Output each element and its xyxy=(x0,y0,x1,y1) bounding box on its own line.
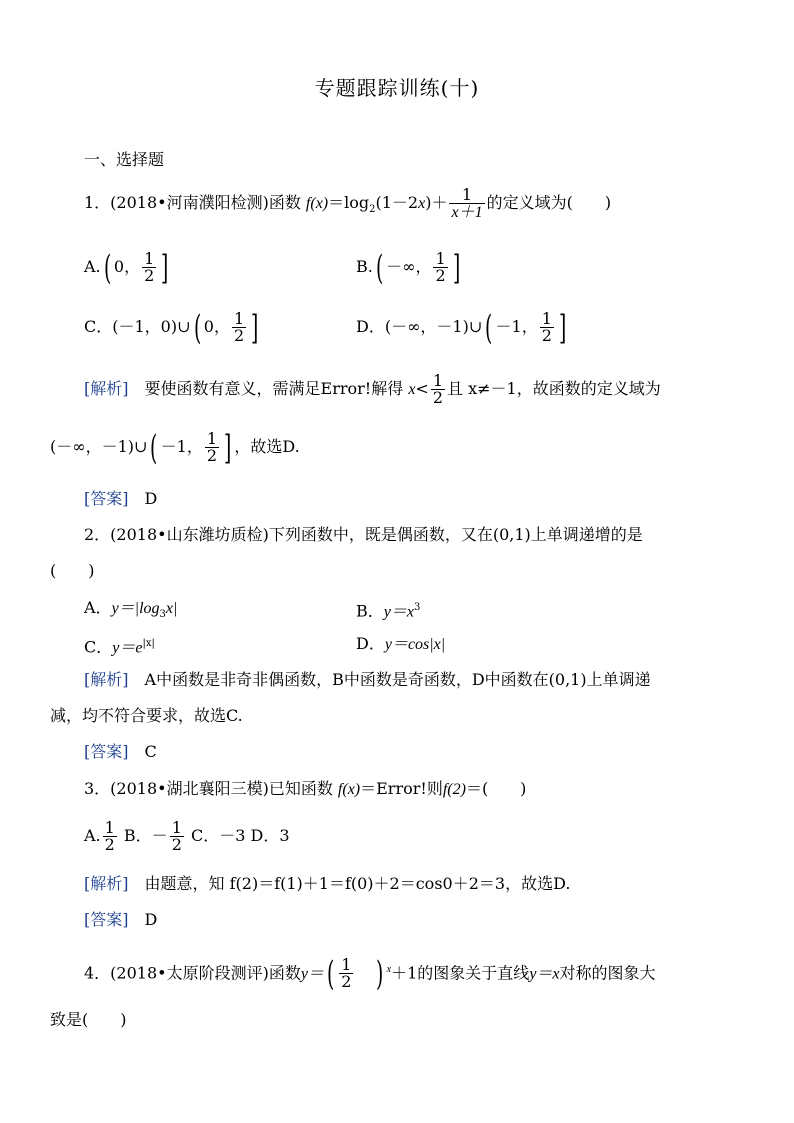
q3-options xyxy=(84,818,290,854)
analysis-text: A中函数是非奇非偶函数，B中函数是奇函数，D中函数在(0,1)上单调递 xyxy=(144,670,651,689)
half-num: 1 xyxy=(206,429,218,448)
q4-den: 2 xyxy=(341,972,352,992)
option-a-label: A． xyxy=(84,598,112,617)
question-4-stem: 4．(2018•太原阶段测评)函数y＝( $\frac{1}{2}$ ) $^x$＋1的图象关于直线y＝x对称的图象大 xyxy=(84,953,656,994)
half-den: 2 xyxy=(206,446,218,465)
q1-fraction xyxy=(449,184,484,221)
q2-option-b xyxy=(356,598,420,622)
option-d-expr: y＝cos|x| xyxy=(384,636,446,653)
x-var: x xyxy=(408,381,416,398)
q3-function: f(x) xyxy=(337,781,361,798)
question-4-stem-line2: 致是( ) xyxy=(50,1010,127,1029)
q4-plus: ＋1 xyxy=(391,963,418,983)
option-d-value: －1， xyxy=(495,317,538,336)
analysis-tag: [解析] xyxy=(84,379,129,398)
less-than: < xyxy=(415,379,429,398)
q4-stem-mid: 的图象关于直线 xyxy=(417,963,530,983)
option-d-label: D．3 xyxy=(250,826,290,845)
half-den: 2 xyxy=(104,835,115,854)
option-d-label: D． xyxy=(356,317,385,336)
half-den: 2 xyxy=(171,835,182,854)
question-2-stem: 2．(2018•山东潍坊质检)下列函数中，既是偶函数，又在(0,1)上单调递增的是 xyxy=(84,525,643,544)
q1-stem-lead: 1．(2018•河南濮阳检测)函数 xyxy=(84,193,301,212)
analysis-text-tail: x≠－1，故函数的定义域为 xyxy=(468,379,661,398)
q3-stem-tail: ＝( ) xyxy=(465,779,527,798)
q1-log: ＝log xyxy=(328,193,370,212)
q1-function: f(x) xyxy=(305,195,329,212)
analysis-tag: [解析] xyxy=(84,670,129,689)
option-c-label: C．－3 xyxy=(190,826,246,845)
q1-analysis-line1 xyxy=(84,372,661,407)
option-c-prefix: (－1，0)∪ xyxy=(112,317,191,336)
q1-answer xyxy=(84,489,157,509)
option-b-label: B. xyxy=(356,257,373,276)
option-b-expr: y＝x xyxy=(383,603,414,621)
page-title: 专题跟踪训练(十) xyxy=(314,76,480,100)
half-num: 1 xyxy=(144,249,155,268)
half-den: 2 xyxy=(432,388,444,407)
q4-y-eq: y＝ xyxy=(300,965,324,983)
q3-f2: f(2) xyxy=(442,781,466,798)
answer-value: D xyxy=(144,489,158,508)
option-c-label: C． xyxy=(84,637,113,657)
q1-arg: (1－2 xyxy=(375,193,419,212)
question-3-stem xyxy=(84,779,526,800)
option-a-expr: y＝|log xyxy=(111,600,160,617)
answer-tag: [答案] xyxy=(84,910,129,929)
q2-analysis-line1 xyxy=(84,670,651,690)
q4-line-eq: y＝x xyxy=(529,965,560,983)
option-b-sup: 3 xyxy=(413,602,421,613)
q1-plus: )＋ xyxy=(425,193,448,212)
q3-answer xyxy=(84,910,157,930)
section-heading: 一、选择题 xyxy=(84,150,165,169)
option-d-prefix: (－∞，－1)∪ xyxy=(384,317,483,336)
q4-num: 1 xyxy=(341,955,352,975)
option-a-end: x| xyxy=(165,600,178,617)
analysis-domain-b: －1， xyxy=(160,437,203,456)
option-d-label: D． xyxy=(356,634,385,653)
option-a-sub: 3 xyxy=(159,609,166,621)
option-b-label: B．－ xyxy=(123,826,168,845)
q1-fraction-num: 1 xyxy=(449,187,484,204)
analysis-text: 要使函数有意义，需满足Error!解得 xyxy=(144,379,404,398)
option-b-value: －∞， xyxy=(386,257,432,276)
half-den: 2 xyxy=(541,326,552,345)
q1-stem-tail: 的定义域为( ) xyxy=(486,193,612,212)
q1-fraction-den: x＋1 xyxy=(451,203,483,221)
analysis-text: 由题意，知 f(2)＝f(1)＋1＝f(0)＋2＝cos0＋2＝3，故选D. xyxy=(144,874,571,893)
answer-tag: [答案] xyxy=(84,489,129,508)
half-num: 1 xyxy=(435,249,446,268)
question-2-paren: ( ) xyxy=(50,561,95,580)
q1-x: x xyxy=(418,195,426,212)
q4-stem-lead: 4．(2018•太原阶段测评)函数 xyxy=(84,963,301,983)
analysis-and: 且 xyxy=(447,379,464,398)
answer-tag: [答案] xyxy=(84,742,129,761)
q4-exponent: x xyxy=(386,964,392,975)
option-a-value: 0， xyxy=(113,257,141,276)
q2-answer xyxy=(84,742,157,762)
q4-stem-tail: 对称的图象大 xyxy=(559,963,656,983)
answer-value: D xyxy=(144,910,158,929)
half-num: 1 xyxy=(171,818,182,837)
q2-option-a xyxy=(84,598,177,625)
analysis-domain-a: (－∞，－1)∪ xyxy=(50,437,148,456)
option-c-sup: |x| xyxy=(142,638,155,649)
half-num: 1 xyxy=(541,309,552,328)
q2-analysis-line2: 减，均不符合要求，故选C. xyxy=(50,706,243,725)
half-num: 1 xyxy=(104,818,115,837)
question-1-stem xyxy=(84,183,611,230)
q2-option-d xyxy=(356,634,445,655)
analysis-conclusion: ，故选D. xyxy=(234,437,300,456)
half-num: 1 xyxy=(233,309,245,328)
option-c-expr: y＝e xyxy=(112,639,143,657)
half-den: 2 xyxy=(144,266,155,285)
q1-option-d: D．(－∞，－1)∪( －1， $\frac{1}{2}$ ] xyxy=(356,307,567,348)
q1-log-base: 2 xyxy=(369,204,376,216)
option-b-label: B． xyxy=(356,601,384,621)
option-a-label: A. xyxy=(84,257,101,276)
half-num: 1 xyxy=(432,371,444,390)
analysis-tag: [解析] xyxy=(84,874,129,893)
option-c-label: C． xyxy=(84,317,113,336)
half-den: 2 xyxy=(233,326,245,345)
half-den: 2 xyxy=(435,266,446,285)
q3-stem-lead: 3．(2018•湖北襄阳三模)已知函数 xyxy=(84,779,333,798)
q1-option-b: B.( －∞， $\frac{1}{2}$ ] xyxy=(356,247,460,288)
q3-analysis xyxy=(84,874,570,894)
option-a-label: A. xyxy=(84,826,101,845)
q3-stem-mid: ＝Error!则 xyxy=(360,779,443,798)
q1-option-a: A.( 0， $\frac{1}{2}$ ] xyxy=(84,247,169,288)
q1-analysis-line2: (－∞，－1)∪( －1， $\frac{1}{2}$ ] ，故选D. xyxy=(50,427,300,468)
q2-option-c xyxy=(84,634,155,658)
q1-option-c: C．(－1，0)∪( 0， $\frac{1}{2}$ ] xyxy=(84,307,259,348)
answer-value: C xyxy=(144,742,157,761)
option-c-value: 0， xyxy=(203,317,230,336)
